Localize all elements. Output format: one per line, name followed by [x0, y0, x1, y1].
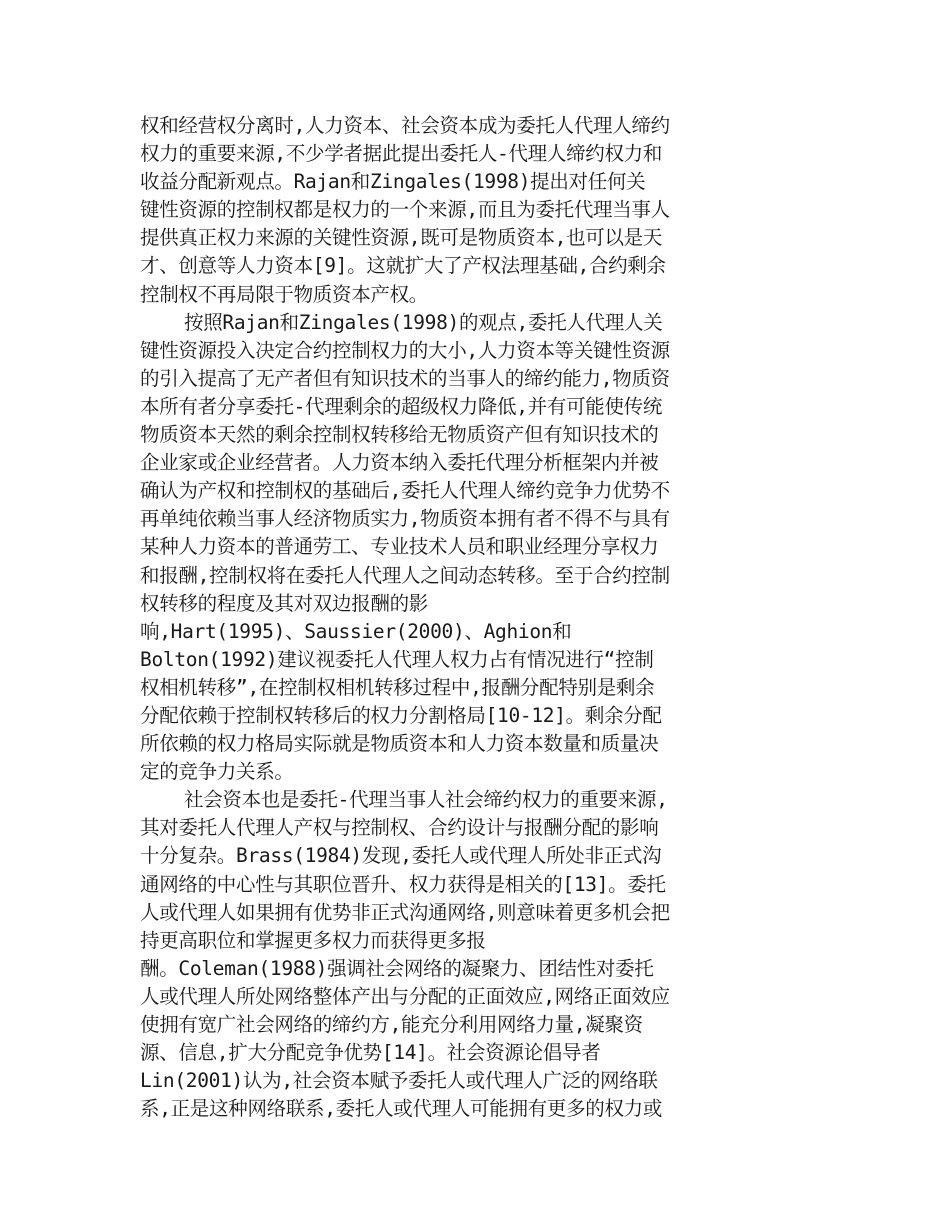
text-line: 持更高职位和掌握更多权力而获得更多报 [140, 928, 486, 952]
text-line: 提供真正权力来源的关键性资源,既可是物质资本,也可以是天 [140, 226, 663, 250]
text-line: 人或代理人如果拥有优势非正式沟通网络,则意味着更多机会把 [140, 900, 670, 924]
text-line: Lin(2001)认为,社会资本赋予委托人或代理人广泛的网络联 [140, 1069, 658, 1093]
text-line: 十分复杂。Brass(1984)发现,委托人或代理人所处非正式沟 [140, 844, 662, 868]
text-line: 分配依赖于控制权转移后的权力分割格局[10-12]。剩余分配 [140, 703, 662, 727]
text-line: 键性资源的控制权都是权力的一个来源,而且为委托代理当事人 [140, 198, 670, 222]
text-line: 权力的重要来源,不少学者据此提出委托人-代理人缔约权力和 [140, 142, 663, 166]
text-line: 通网络的中心性与其职位晋升、权力获得是相关的[13]。委托 [140, 872, 666, 896]
text-line: 控制权不再局限于物质资本产权。 [140, 282, 429, 306]
paragraph-first-line: 社会资本也是委托-代理当事人社会缔约权力的重要来源, [184, 788, 668, 812]
text-line: 收益分配新观点。Rajan和Zingales(1998)提出对任何关 [140, 170, 646, 194]
text-line: 键性资源投入决定合约控制权力的大小,人力资本等关键性资源 [140, 338, 670, 362]
text-line: Bolton(1992)建议视委托人代理人权力占有情况进行“控制 [140, 647, 654, 671]
text-line: 的引入提高了无产者但有知识技术的当事人的缔约能力,物质资 [140, 366, 670, 390]
text-line: 所依赖的权力格局实际就是物质资本和人力资本数量和质量决 [140, 732, 659, 756]
text-line: 使拥有宽广社会网络的缔约方,能充分利用网络力量,凝聚资 [140, 1013, 643, 1036]
text-line: 权相机转移”,在控制权相机转移过程中,报酬分配特别是剩余 [140, 675, 655, 699]
text-line: 再单纯依赖当事人经济物质实力,物质资本拥有者不得不与具有 [140, 507, 670, 531]
body-text [140, 112, 750, 1123]
text-line: 才、创意等人力资本[9]。这就扩大了产权法理基础,合约剩余 [140, 254, 666, 278]
text-line: 物质资本天然的剩余控制权转移给无物质资产但有知识技术的 [140, 423, 659, 447]
text-line: 确认为产权和控制权的基础后,委托人代理人缔约竞争力优势不 [140, 479, 670, 503]
text-line: 定的竞争力关系。 [140, 760, 294, 784]
text-line: 本所有者分享委托-代理剩余的超级权力降低,并有可能使传统 [140, 394, 663, 418]
text-line: 其对委托人代理人产权与控制权、合约设计与报酬分配的影响 [140, 816, 659, 840]
text-line: 企业家或企业经营者。人力资本纳入委托代理分析框架内并被 [140, 451, 659, 475]
text-line: 某种人力资本的普通劳工、专业技术人员和职业经理分享权力 [140, 535, 659, 559]
text-line: 人或代理人所处网络整体产出与分配的正面效应,网络正面效应 [140, 984, 670, 1008]
text-line: 权转移的程度及其对双边报酬的影 [140, 591, 429, 615]
text-line: 酬。Coleman(1988)强调社会网络的凝聚力、团结性对委托 [140, 956, 654, 980]
text-line: 权和经营权分离时,人力资本、社会资本成为委托人代理人缔约 [140, 114, 670, 137]
paragraph-first-line: 按照Rajan和Zingales(1998)的观点,委托人代理人关 [184, 310, 663, 334]
text-line: 和报酬,控制权将在委托人代理人之间动态转移。至于合约控制 [140, 563, 670, 587]
text-line: 响,Hart(1995)、Saussier(2000)、Aghion和 [140, 619, 572, 643]
text-line: 源、信息,扩大分配竞争优势[14]。社会资源论倡导者 [140, 1041, 601, 1065]
text-line: 系,正是这种网络联系,委托人或代理人可能拥有更多的权力或 [140, 1097, 663, 1121]
